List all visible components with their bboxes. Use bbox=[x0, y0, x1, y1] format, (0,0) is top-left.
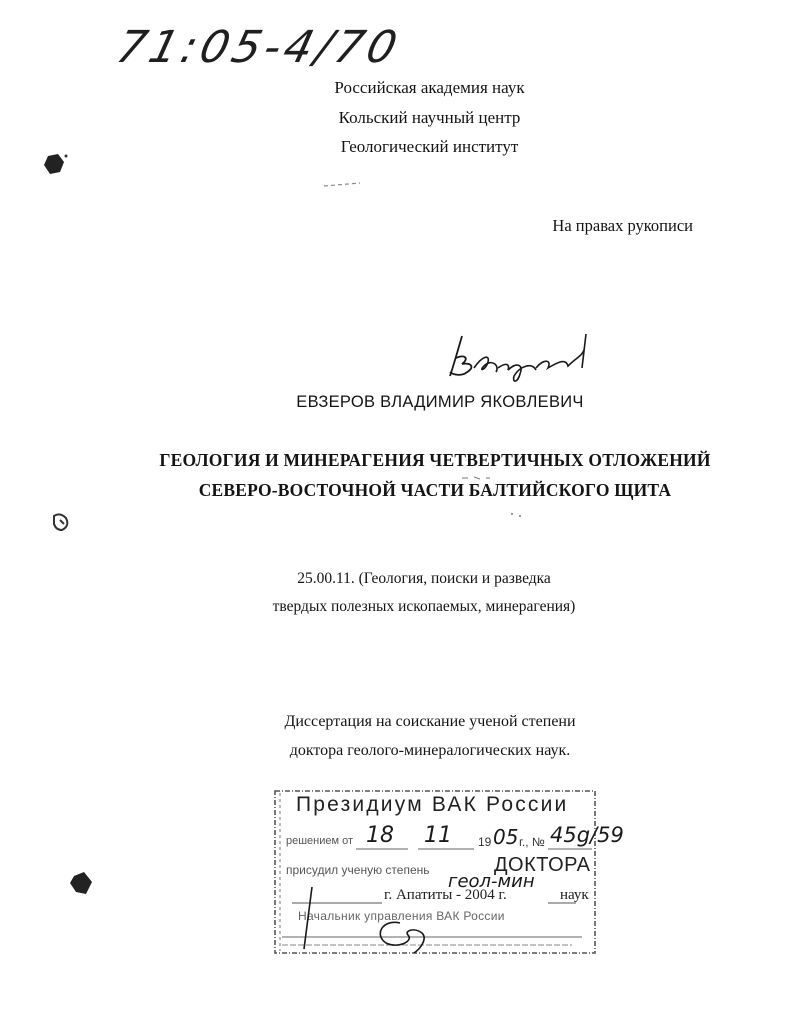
stamp-day: 18 bbox=[366, 823, 394, 848]
author-signature bbox=[436, 328, 606, 386]
catalog-number: 71:05-4/70 bbox=[111, 22, 406, 73]
stamp-field-handwritten: геол-мин bbox=[448, 871, 535, 892]
stamp-degree: ДОКТОРА bbox=[494, 854, 591, 876]
stamp-number-label: г., № bbox=[519, 835, 545, 849]
scan-speck-2 bbox=[68, 868, 96, 900]
stamp-month: 11 bbox=[424, 823, 452, 848]
institution-center: Кольский научный центр bbox=[338, 108, 521, 127]
faint-dash bbox=[322, 180, 372, 190]
faint-marks bbox=[460, 474, 540, 524]
stamp-title: Президиум ВАК России bbox=[296, 793, 569, 816]
author-name: ЕВЗЕРОВ ВЛАДИМИР ЯКОВЛЕВИЧ bbox=[296, 393, 584, 411]
dissertation-title-line1: ГЕОЛОГИЯ И МИНЕРАГЕНИЯ ЧЕТВЕРТИЧНЫХ ОТЛОЖЕНИЙ bbox=[159, 450, 711, 470]
stamp-awarded-label: присудил ученую степень bbox=[286, 863, 430, 877]
vak-stamp bbox=[272, 787, 624, 959]
stamp-date-lines bbox=[356, 847, 596, 853]
stamp-year-suffix: 05 bbox=[493, 825, 519, 849]
specialty-line2: твердых полезных ископаемых, минерагения) bbox=[272, 598, 576, 615]
rights-note: На правах рукописи bbox=[552, 216, 693, 235]
dissertation-degree-line2: доктора геолого-минералогических наук. bbox=[289, 742, 571, 759]
specialty-line1: 25.00.11. (Геология, поиски и разведка bbox=[297, 570, 551, 587]
stamp-number: 45g/59 bbox=[550, 823, 624, 847]
stamp-signature bbox=[282, 883, 452, 959]
institution-academy: Российская академия наук bbox=[334, 78, 525, 97]
city-year: г. Апатиты - 2004 г. bbox=[384, 887, 507, 903]
institution-institute: Геологический институт bbox=[340, 137, 519, 156]
stamp-chief-label: Начальник управления ВАК России bbox=[298, 909, 505, 923]
dissertation-title-line2: СЕВЕРО-ВОСТОЧНОЙ ЧАСТИ БАЛТИЙСКОГО ЩИТА bbox=[198, 480, 672, 500]
scan-speck-3 bbox=[50, 512, 78, 534]
stamp-decision-label: решением от bbox=[286, 835, 354, 847]
dissertation-degree-line1: Диссертация на соискание ученой степени bbox=[284, 713, 576, 730]
stamp-sciences: наук bbox=[560, 887, 589, 903]
stamp-year-prefix: 19 bbox=[478, 835, 492, 849]
